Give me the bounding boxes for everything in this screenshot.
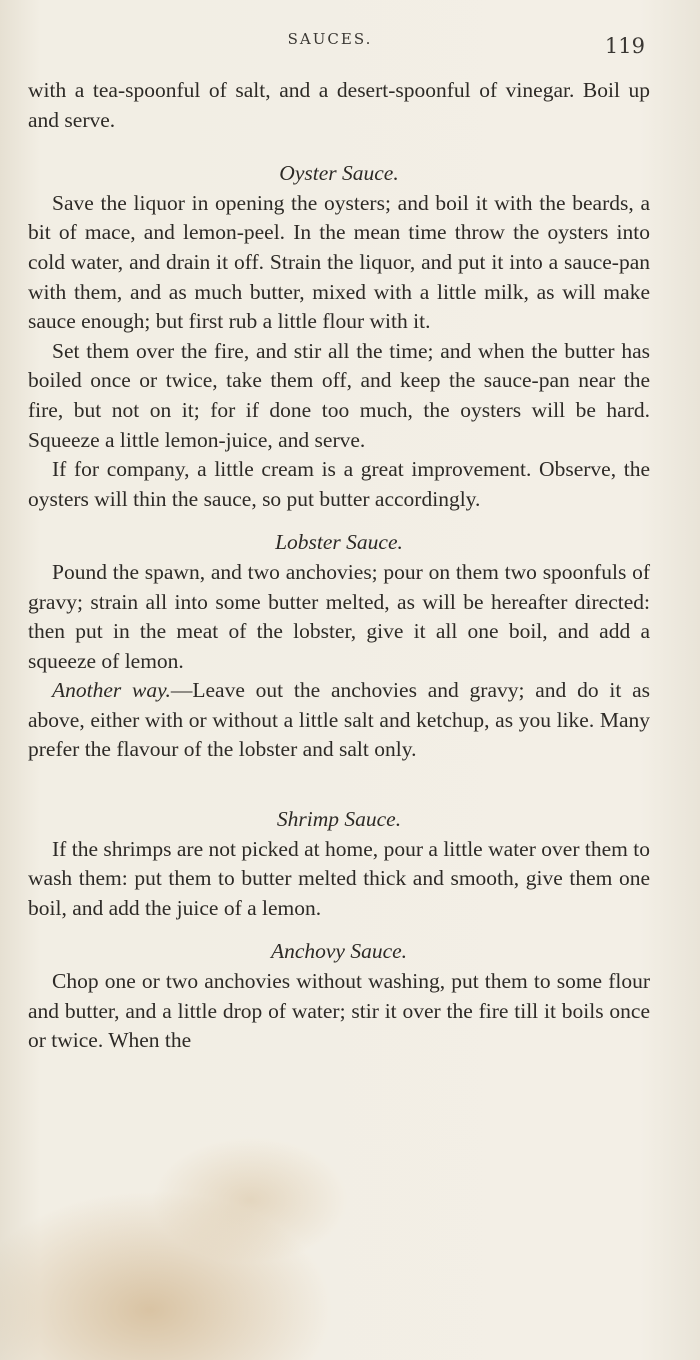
lobster-paragraph: Pound the spawn, and two anchovies; pour on them two spoonfuls of gravy; strain all into some butter melted, as will be hereafter directed: then put in the meat of the lobster, give it all one boil, and add a squeeze of lemon.	[28, 559, 650, 673]
oyster-paragraph-3: If for company, a little cream is a great improvement. Observe, the oysters will thin the sauce, so put butter accordingly.	[28, 457, 650, 511]
another-way-text: —Leave out the anchovies and gravy; and do it as above, either with or without a little salt and ketchup, as you like. Many prefer the flavour of the lobster and salt only.	[28, 678, 650, 762]
shrimp-paragraph: If the shrimps are not picked at home, pour a little water over them to wash them: put them to butter melted thick and smooth, give them one boil, and add the juice of a lemon.	[28, 836, 650, 920]
another-way-label: Another way.	[52, 678, 171, 703]
oyster-sauce-heading: Oyster Sauce.	[279, 161, 399, 186]
shrimp-sauce-heading: Shrimp Sauce.	[276, 807, 402, 832]
page-header	[0, 28, 700, 62]
lobster-another-way-paragraph	[28, 676, 650, 765]
continuation-paragraph: with a tea-spoonful of salt, and a desert-spoonful of vinegar. Boil up and serve.	[28, 78, 650, 132]
oyster-paragraph-2: Set them over the fire, and stir all the time; and when the butter has boiled once or twice, take them off, and keep the sauce-pan near the fire, but not on it; for if done too much, the oysters will be hard. Squeeze a little lemon-juice, and serve.	[28, 338, 650, 452]
lobster-sauce-heading: Lobster Sauce.	[275, 530, 403, 555]
anchovy-sauce-heading: Anchovy Sauce.	[270, 939, 408, 964]
page-number: 119	[604, 34, 645, 58]
oyster-paragraph-1: Save the liquor in opening the oysters; and boil it with the beards, a bit of mace, and lemon-peel. In the mean time throw the oysters into cold water, and drain it off. Strain the liquor, and put it into a sauce-pan with them, and as much butter, mixed with a little milk, as will make sauce enough; but first rub a little flour with it.	[28, 190, 650, 334]
running-head: SAUCES.	[287, 30, 373, 48]
page-body	[28, 76, 650, 1056]
anchovy-paragraph: Chop one or two anchovies without washing, put them to some flour and butter, and a little drop of water; stir it over the fire till it boils once or twice. When the	[28, 969, 650, 1053]
